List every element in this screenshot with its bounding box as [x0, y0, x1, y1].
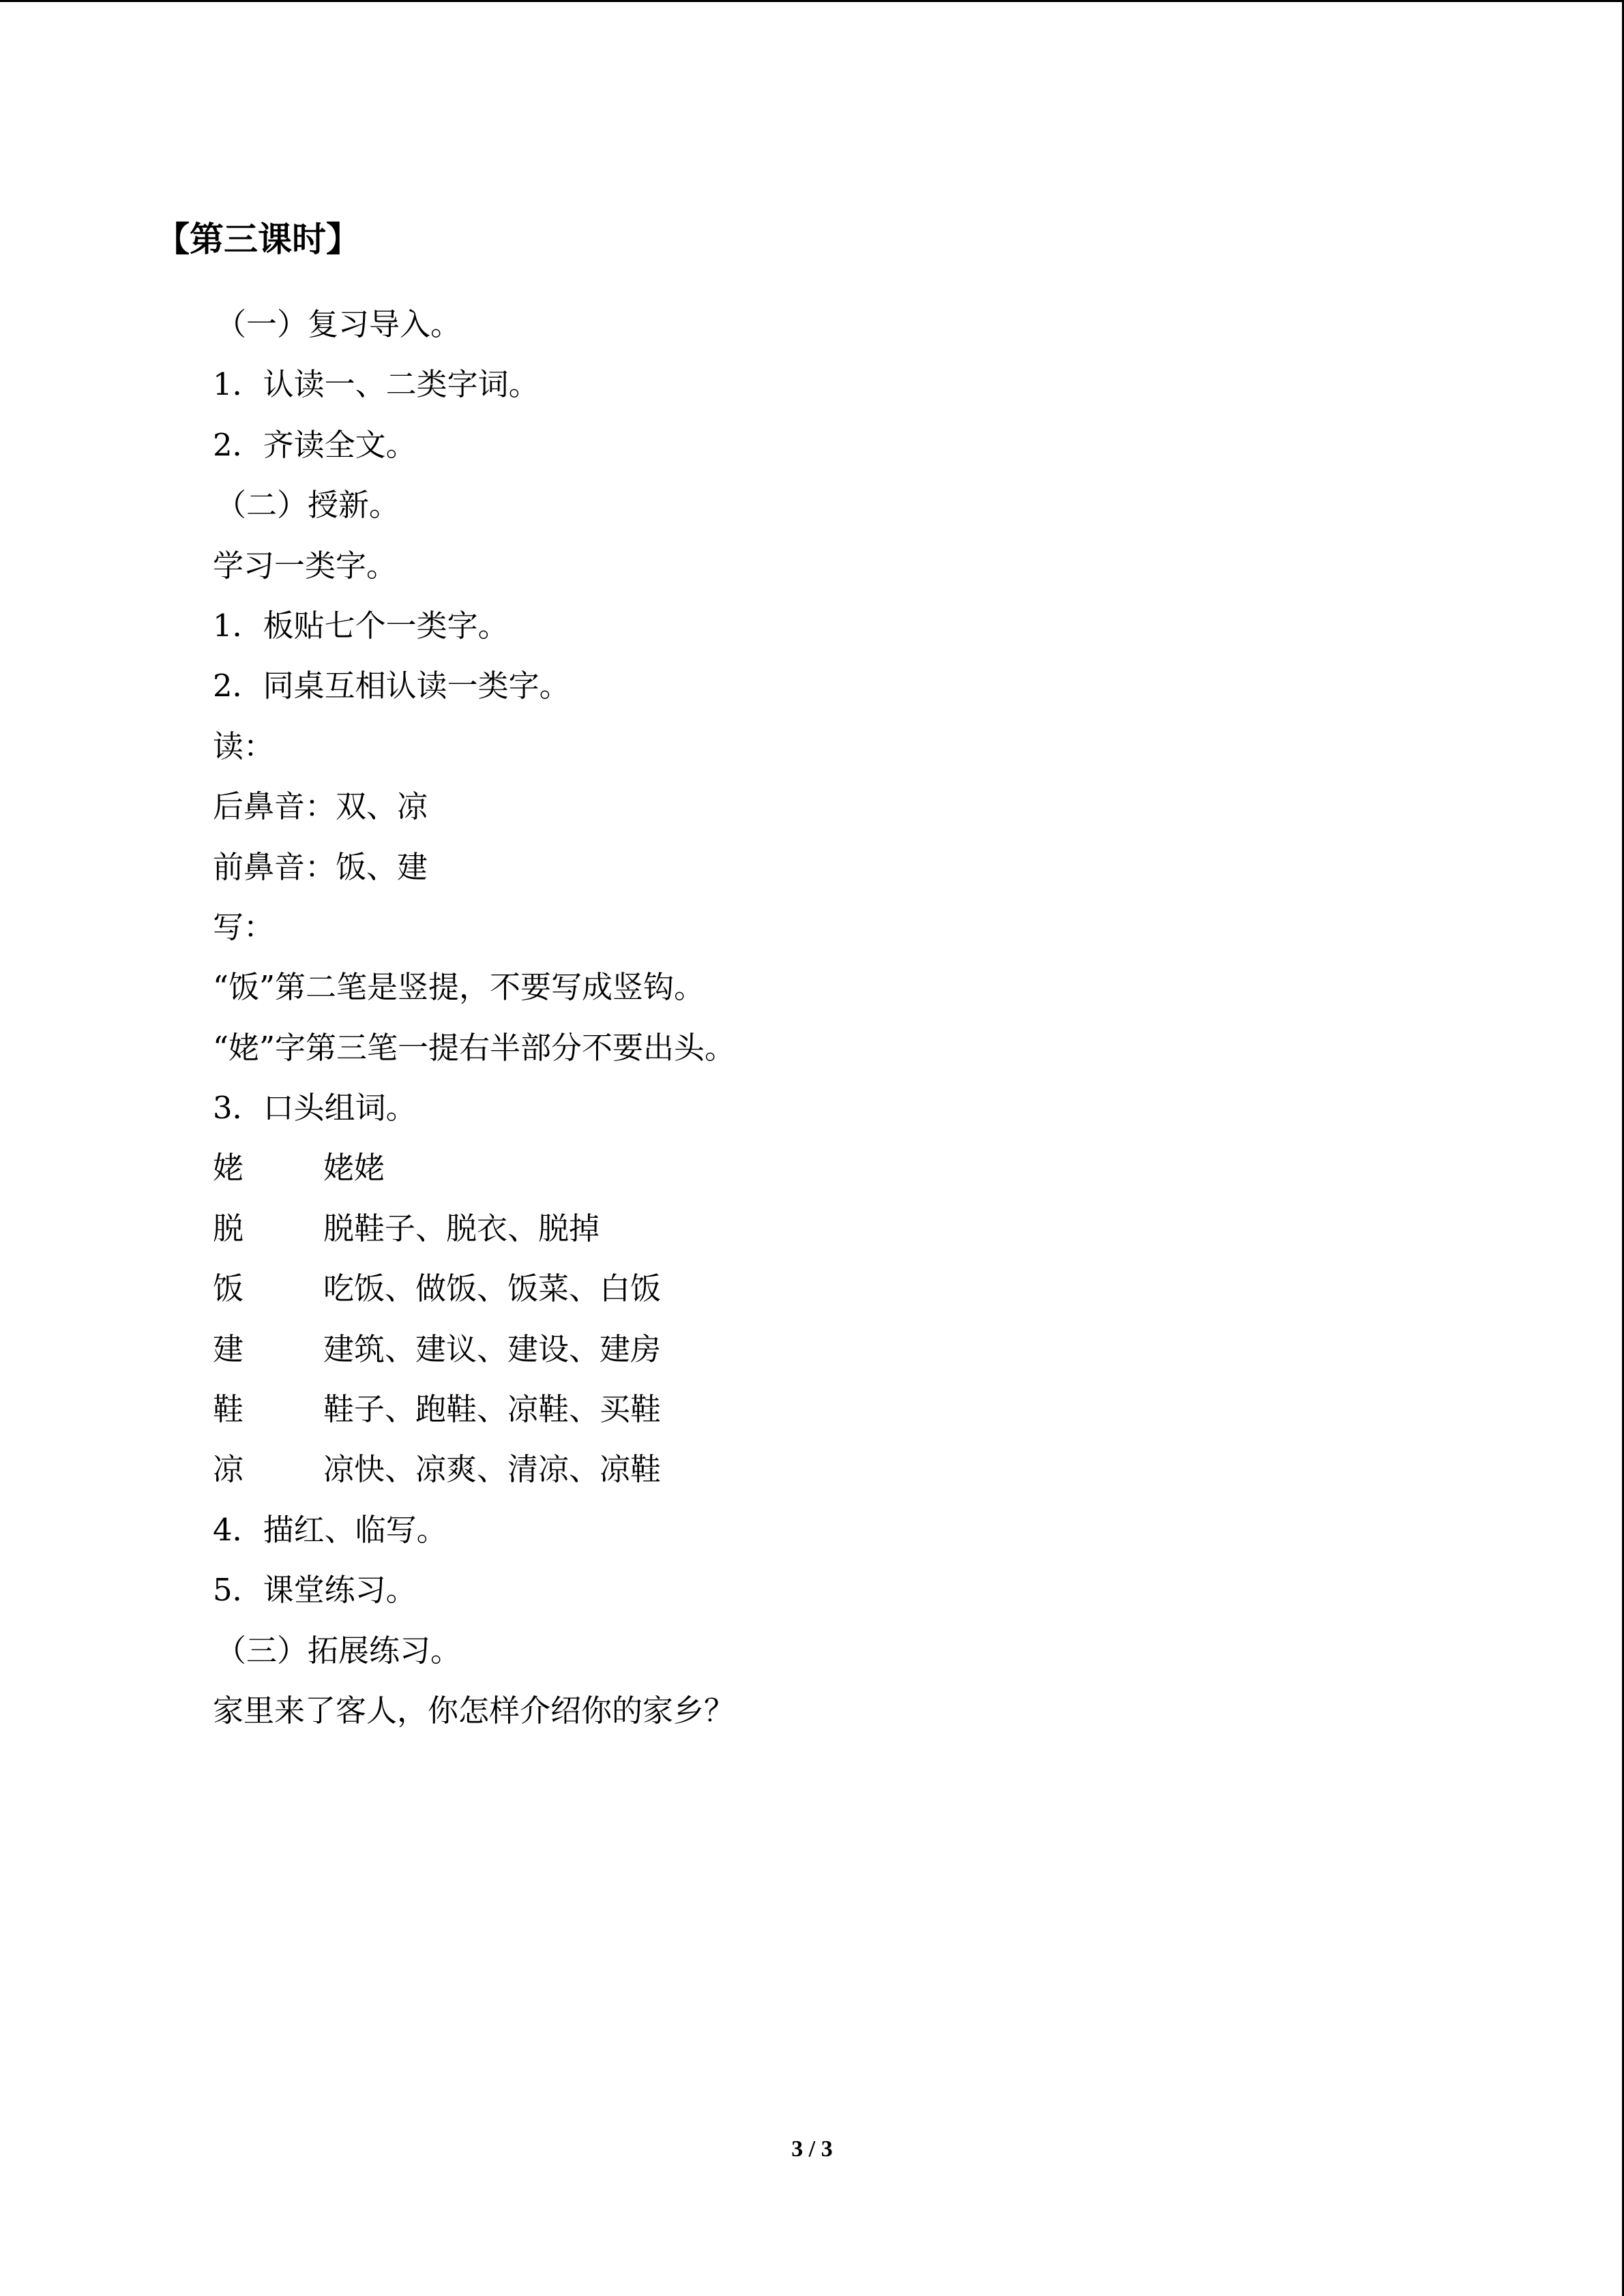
body-line: 2．同桌互相认读一类字。 [213, 668, 570, 704]
word-group-char: 凉 [213, 1451, 244, 1488]
word-group-row [213, 1320, 1509, 1380]
body-line: 写： [213, 908, 275, 945]
word-group-words: 脱鞋子、脱衣、脱掉 [323, 1210, 600, 1247]
word-group-row [213, 1380, 1509, 1440]
body-line: “饭”第二笔是竖提，不要写成竖钩。 [213, 969, 705, 1006]
body-line: 学习一类字。 [213, 547, 398, 584]
section-heading: 【第三课时】 [156, 220, 360, 259]
body-line: 1．板贴七个一类字。 [213, 607, 509, 644]
body-line: 读： [213, 728, 275, 764]
word-group-char: 饭 [213, 1270, 244, 1307]
body-line: “姥”字第三笔一提右半部分不要出头。 [213, 1029, 736, 1066]
page-number: 3 / 3 [791, 2136, 833, 2162]
page-top-border [0, 0, 1624, 2]
body-line: 后鼻音：双、凉 [213, 788, 428, 825]
word-group-char: 鞋 [213, 1391, 244, 1428]
body-line: 家里来了客人，你怎样介绍你的家乡？ [213, 1692, 735, 1729]
word-group-char: 脱 [213, 1210, 244, 1247]
word-group-row [213, 1440, 1509, 1500]
body-line: 4．描红、临写。 [213, 1511, 447, 1548]
word-group-words: 建筑、建议、建设、建房 [323, 1330, 662, 1367]
word-group-words: 姥姥 [323, 1150, 385, 1187]
document-body [213, 295, 1509, 1741]
word-group-words: 吃饭、做饭、饭菜、白饭 [323, 1270, 662, 1307]
body-line: （一）复习导入。 [216, 306, 462, 342]
word-group-char: 姥 [213, 1150, 244, 1187]
word-group-row [213, 1259, 1509, 1319]
body-line: 1．认读一、二类字词。 [213, 366, 540, 403]
body-line: 2．齐读全文。 [213, 426, 417, 463]
word-group-char: 建 [213, 1330, 244, 1367]
body-line: （三）拓展练习。 [216, 1632, 462, 1669]
word-group-row [213, 1138, 1509, 1198]
word-group-words: 鞋子、跑鞋、凉鞋、买鞋 [323, 1391, 662, 1428]
body-line: 前鼻音：饭、建 [213, 848, 428, 885]
word-group-words: 凉快、凉爽、清凉、凉鞋 [323, 1451, 662, 1488]
word-group-row [213, 1199, 1509, 1259]
body-line: 3．口头组词。 [213, 1090, 417, 1127]
body-line: （二）授新。 [216, 487, 400, 524]
body-line: 5．课堂练习。 [213, 1572, 417, 1609]
